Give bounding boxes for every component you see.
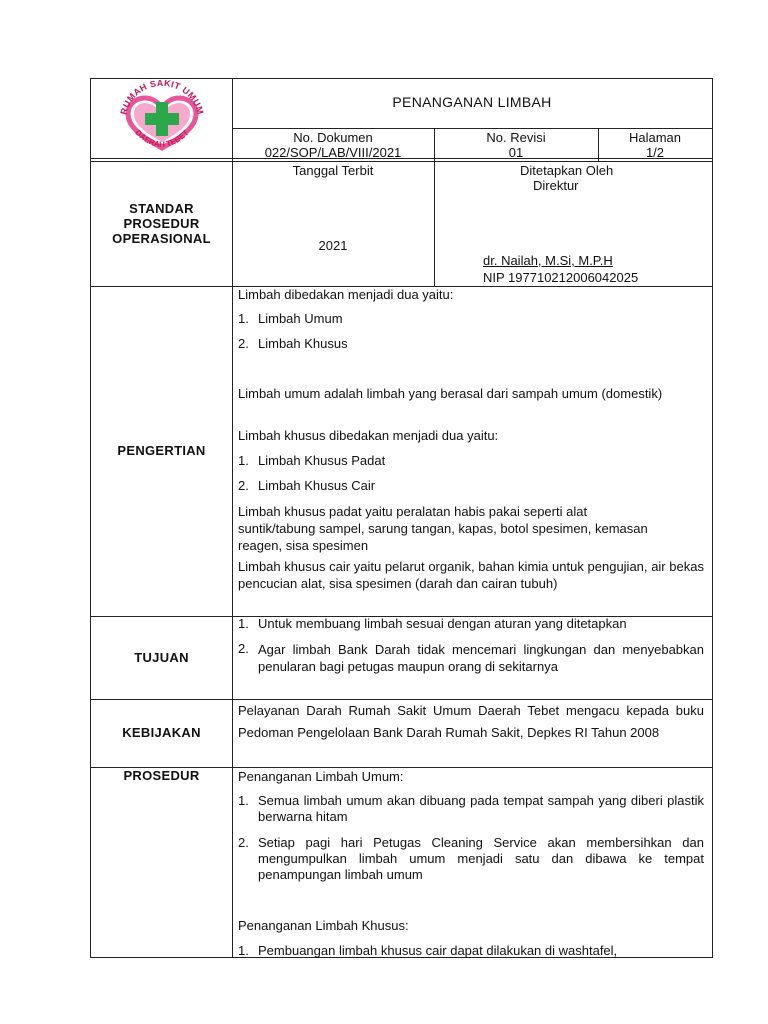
limbah-khusus-intro: Limbah khusus dibedakan menjadi dua yaitu: — [238, 428, 499, 443]
table-border-right — [712, 78, 713, 958]
jabatan-direktur: Direktur — [533, 178, 579, 193]
no-dokumen-value: 022/SOP/LAB/VIII/2021 — [264, 145, 402, 160]
kebijakan-label: KEBIJAKAN — [122, 725, 201, 740]
list-item: 2. Limbah Khusus — [238, 336, 348, 351]
list-item: 2. Limbah Khusus Cair — [238, 478, 376, 493]
list-item: 1. Untuk membuang limbah sesuai dengan aturan yang ditetapkan — [238, 616, 627, 631]
no-revisi-value: 01 — [508, 145, 524, 160]
sop-label-line1: STANDAR — [129, 201, 194, 216]
kebijakan-text: Pelayanan Darah Rumah Sakit Umum Daerah Tebet mengacu kepada buku Pedoman Pengelolaan Bank Darah Rumah Sakit, Depkes RI Tahun 2008 — [238, 703, 704, 740]
list-item: 1. Limbah Khusus Padat — [238, 453, 386, 468]
list-item: 2. Agar limbah Bank Darah tidak mencemari lingkungan dan menyebabkan penularan bagi petugas maupun orang di sekitarnya — [238, 641, 704, 674]
header-divider-2 — [90, 161, 713, 162]
sop-label-line3: OPERASIONAL — [112, 231, 211, 246]
terbit-ditetapkan-divider — [434, 161, 435, 287]
label-column-divider — [232, 78, 233, 958]
nip-direktur: NIP 197710212006042025 — [483, 270, 639, 285]
limbah-umum-definition: Limbah umum adalah limbah yang berasal dari sampah umum (domestik) — [238, 386, 663, 401]
tanggal-terbit-label: Tanggal Terbit — [292, 163, 374, 178]
prosedur-label: PROSEDUR — [123, 768, 200, 783]
list-item: 1. Limbah Umum — [238, 311, 343, 326]
nama-direktur: dr. Nailah, M.Si, M.P.H — [483, 253, 613, 268]
logo-top-text: RUMAH SAKIT UMUM — [118, 80, 206, 116]
prosedur-umum-heading: Penanganan Limbah Umum: — [238, 769, 404, 784]
ditetapkan-oleh-label: Ditetapkan Oleh — [520, 163, 614, 178]
no-revisi-label: No. Revisi — [486, 130, 546, 145]
list-item: 1. Semua limbah umum akan dibuang pada tempat sampah yang diberi plastik berwarna hitam — [238, 793, 704, 824]
sop-label-line2: PROSEDUR — [123, 216, 200, 231]
list-item: 1. Pembuangan limbah khusus cair dapat dilakukan di washtafel, — [238, 943, 618, 958]
list-item: 2. Setiap pagi hari Petugas Cleaning Service akan membersihkan dan mengumpulkan limbah umum menjadi satu dan dibawa ke tempat penampungan limbah umum — [238, 835, 704, 882]
tujuan-label: TUJUAN — [134, 650, 189, 665]
table-border-top — [90, 78, 713, 79]
hospital-logo — [116, 80, 208, 158]
pengertian-intro: Limbah dibedakan menjadi dua yaitu: — [238, 287, 454, 302]
tanggal-terbit-value: 2021 — [318, 238, 348, 253]
pengertian-label: PENGERTIAN — [117, 443, 206, 458]
halaman-label: Halaman — [628, 130, 682, 145]
limbah-padat-definition: Limbah khusus padat yaitu peralatan habis pakai seperti alat suntik/tabung sampel, sarung tangan, kapas, botol spesimen, kemasan reagen, sisa spesimen — [238, 504, 648, 553]
no-dokumen-label: No. Dokumen — [293, 130, 373, 145]
logo-bottom-text: DAERAH TEBET — [133, 128, 191, 150]
limbah-cair-definition: Limbah khusus cair yaitu pelarut organik, bahan kimia untuk pengujian, air bekas pencucian alat, sisa spesimen (darah dan cairan tubuh) — [238, 559, 704, 591]
document-title: PENANGANAN LIMBAH — [392, 94, 552, 110]
title-row-divider — [232, 128, 713, 129]
halaman-value: 1/2 — [645, 145, 665, 160]
prosedur-khusus-heading: Penanganan Limbah Khusus: — [238, 918, 409, 933]
